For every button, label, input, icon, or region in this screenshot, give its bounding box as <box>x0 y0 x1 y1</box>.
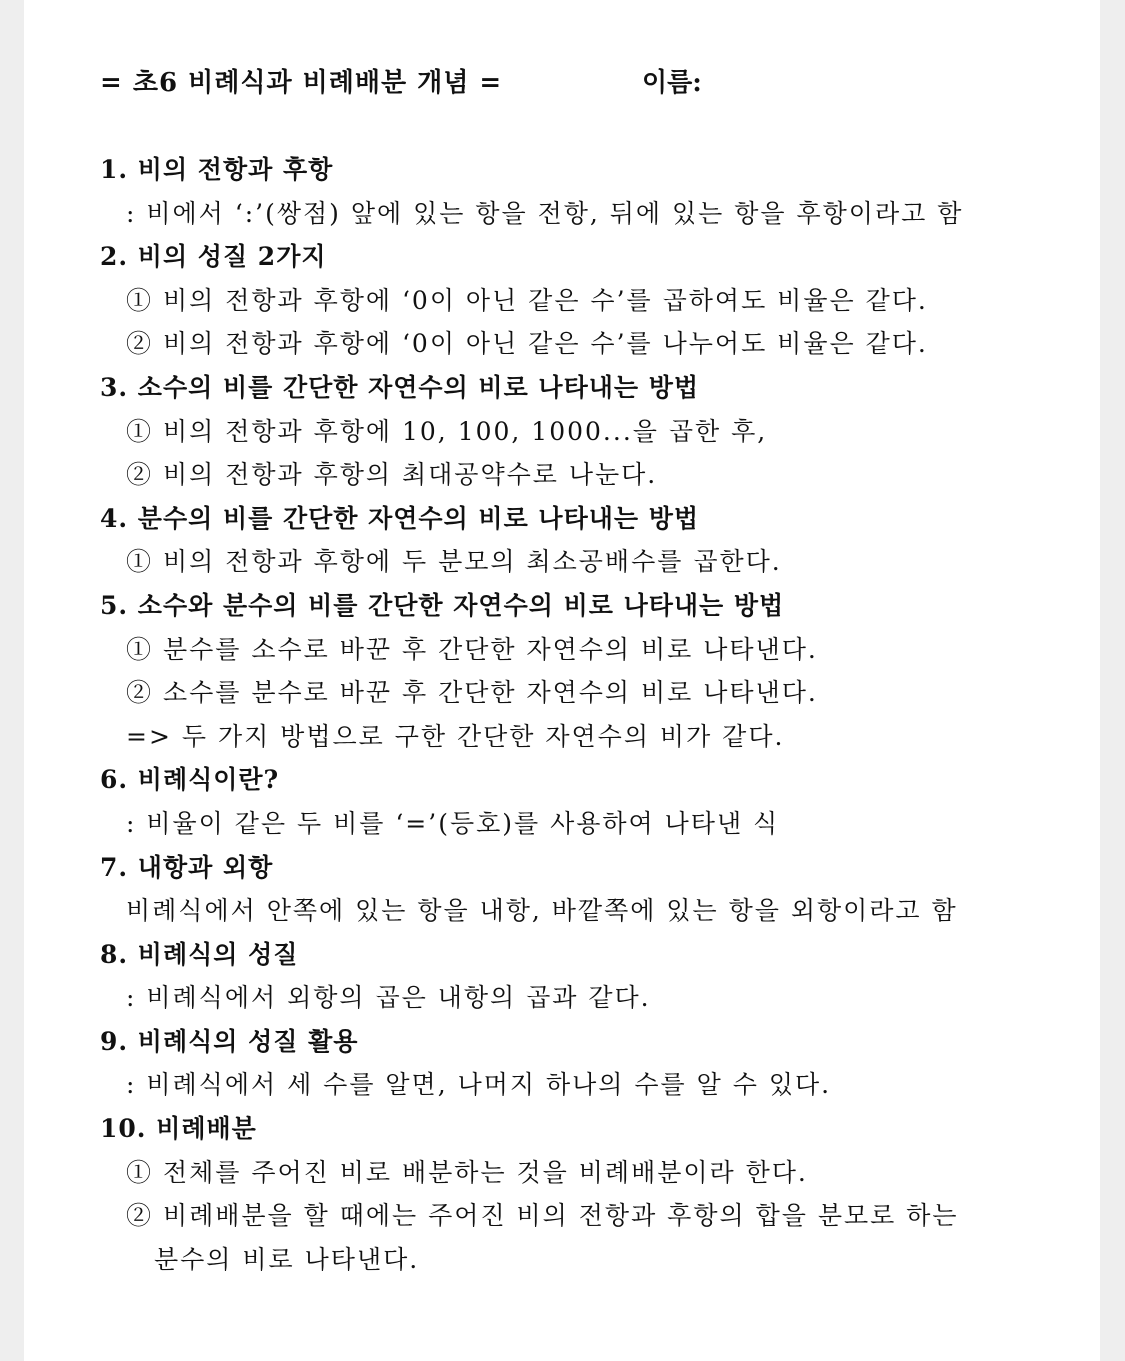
section-text-line: : 비례식에서 외항의 곱은 내항의 곱과 같다. <box>126 983 651 1013</box>
section-heading: 2. 비의 성질 2가지 <box>100 242 327 272</box>
section-heading: 1. 비의 전항과 후항 <box>100 155 334 184</box>
section-heading: 6. 비례식이란? <box>100 765 280 795</box>
name-label: 이름: <box>642 68 702 98</box>
section-text-line: ② 비례배분을 할 때에는 주어진 비의 전항과 후항의 합을 분모로 하는 <box>126 1201 959 1231</box>
section-text-line: ① 비의 전항과 후항에 두 분모의 최소공배수를 곱한다. <box>126 547 782 577</box>
section-heading: 9. 비례식의 성질 활용 <box>100 1026 359 1056</box>
section-text-line: ② 소수를 분수로 바꾼 후 간단한 자연수의 비로 나타낸다. <box>126 678 818 708</box>
section-text-line: ② 비의 전항과 후항에 ‘0이 아닌 같은 수’를 나누어도 비율은 같다. <box>126 329 928 359</box>
section-heading: 10. 비례배분 <box>100 1114 257 1144</box>
document-header <box>100 62 1060 102</box>
section-text-line: ① 분수를 소수로 바꾼 후 간단한 자연수의 비로 나타낸다. <box>126 634 818 664</box>
section-heading: 7. 내항과 외항 <box>100 852 274 882</box>
section-text-line: : 비례식에서 세 수를 알면, 나머지 하나의 수를 알 수 있다. <box>126 1070 832 1100</box>
document-body <box>100 148 1080 1281</box>
section-text-line: ① 비의 전항과 후항에 10, 100, 1000...을 곱한 후, <box>126 416 768 446</box>
document-title: = 초6 비례식과 비례배분 개념 = <box>100 68 503 98</box>
section-heading: 5. 소수와 분수의 비를 간단한 자연수의 비로 나타내는 방법 <box>100 590 785 620</box>
section-text-line: ① 비의 전항과 후항에 ‘0이 아닌 같은 수’를 곱하여도 비율은 같다. <box>126 285 928 315</box>
section-text-line: 분수의 비로 나타낸다. <box>154 1244 420 1274</box>
section-heading: 8. 비례식의 성질 <box>100 939 299 969</box>
section-heading: 4. 분수의 비를 간단한 자연수의 비로 나타내는 방법 <box>100 503 700 533</box>
section-text-line: ① 전체를 주어진 비로 배분하는 것을 비례배분이라 한다. <box>126 1157 808 1187</box>
document-page <box>24 0 1100 1361</box>
section-text-line: => 두 가지 방법으로 구한 간단한 자연수의 비가 같다. <box>126 721 785 751</box>
section-text-line: 비례식에서 안쪽에 있는 항을 내항, 바깥쪽에 있는 항을 외항이라고 함 <box>126 896 958 926</box>
section-text-line: : 비율이 같은 두 비를 ‘=’(등호)를 사용하여 나타낸 식 <box>126 808 780 838</box>
section-text-line: : 비에서 ‘:’(쌍점) 앞에 있는 항을 전항, 뒤에 있는 항을 후항이라고 함 <box>126 198 964 228</box>
section-heading: 3. 소수의 비를 간단한 자연수의 비로 나타내는 방법 <box>100 372 700 402</box>
section-text-line: ② 비의 전항과 후항의 최대공약수로 나눈다. <box>126 460 658 490</box>
